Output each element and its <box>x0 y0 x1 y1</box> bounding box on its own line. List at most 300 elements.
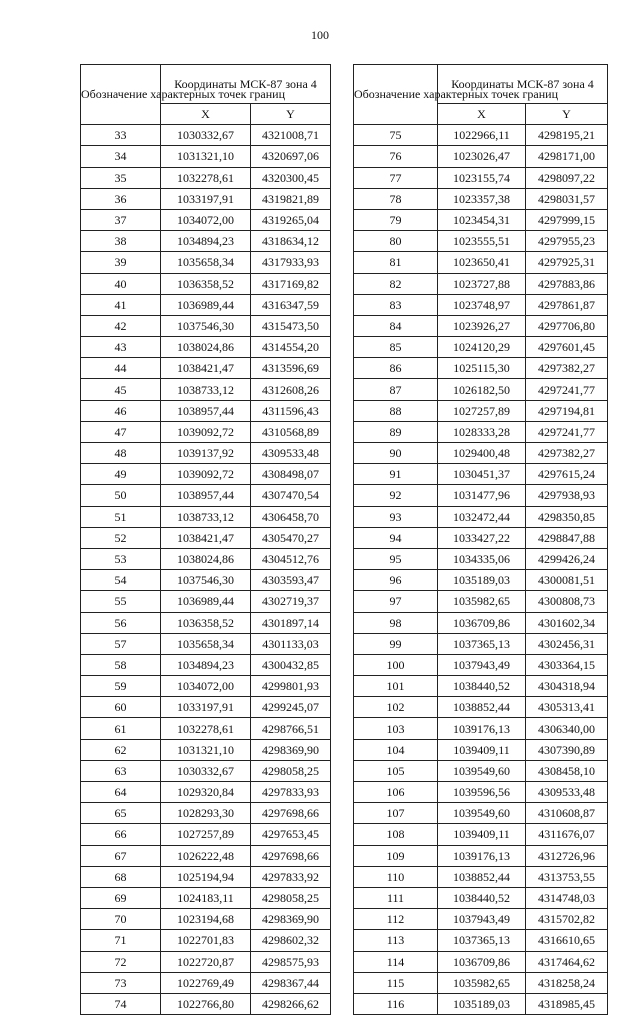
y-coordinate-cell: 4305313,41 <box>526 697 608 718</box>
point-number-cell: 88 <box>354 400 438 421</box>
table-row <box>354 654 608 675</box>
table-row <box>354 358 608 379</box>
point-number-cell: 53 <box>81 548 161 569</box>
x-coordinate-cell: 1038852,44 <box>438 697 526 718</box>
y-coordinate-cell: 4310608,87 <box>526 803 608 824</box>
x-coordinate-cell: 1039092,72 <box>161 421 251 442</box>
x-coordinate-cell: 1036989,44 <box>161 294 251 315</box>
x-coordinate-cell: 1035658,34 <box>161 633 251 654</box>
table-row <box>354 252 608 273</box>
x-coordinate-cell: 1032472,44 <box>438 506 526 527</box>
x-coordinate-cell: 1022701,83 <box>161 930 251 951</box>
y-coordinate-cell: 4304512,76 <box>251 548 331 569</box>
y-coordinate-cell: 4318985,45 <box>526 993 608 1014</box>
y-coordinate-cell: 4299801,93 <box>251 676 331 697</box>
table-row <box>354 548 608 569</box>
point-number-cell: 51 <box>81 506 161 527</box>
point-number-cell: 33 <box>81 125 161 146</box>
point-number-cell: 95 <box>354 548 438 569</box>
point-number-cell: 48 <box>81 443 161 464</box>
x-coordinate-cell: 1038024,86 <box>161 337 251 358</box>
point-number-cell: 36 <box>81 188 161 209</box>
point-number-cell: 56 <box>81 612 161 633</box>
table-row <box>81 443 331 464</box>
table-row <box>354 400 608 421</box>
table-row <box>81 125 331 146</box>
x-coordinate-cell: 1035658,34 <box>161 252 251 273</box>
table-row <box>81 527 331 548</box>
point-number-cell: 112 <box>354 909 438 930</box>
table-row <box>81 993 331 1014</box>
x-coordinate-cell: 1034072,00 <box>161 209 251 230</box>
y-coordinate-cell: 4309533,48 <box>251 443 331 464</box>
point-number-cell: 63 <box>81 760 161 781</box>
point-number-cell: 62 <box>81 739 161 760</box>
y-coordinate-cell: 4298369,90 <box>251 739 331 760</box>
table-row <box>354 294 608 315</box>
y-coordinate-cell: 4298058,25 <box>251 760 331 781</box>
table-row <box>354 443 608 464</box>
y-coordinate-cell: 4319265,04 <box>251 209 331 230</box>
x-coordinate-cell: 1023454,31 <box>438 209 526 230</box>
point-number-cell: 111 <box>354 887 438 908</box>
point-number-cell: 82 <box>354 273 438 294</box>
table-row <box>354 803 608 824</box>
point-number-cell: 64 <box>81 782 161 803</box>
point-number-cell: 87 <box>354 379 438 400</box>
x-coordinate-cell: 1038440,52 <box>438 887 526 908</box>
y-coordinate-cell: 4297698,66 <box>251 803 331 824</box>
x-coordinate-cell: 1037546,30 <box>161 570 251 591</box>
table-row <box>81 464 331 485</box>
y-coordinate-cell: 4319821,89 <box>251 188 331 209</box>
point-number-cell: 78 <box>354 188 438 209</box>
y-coordinate-cell: 4310568,89 <box>251 421 331 442</box>
table-row <box>354 909 608 930</box>
coordinates-system-header: Координаты МСК-87 зона 4 <box>161 65 331 104</box>
x-coordinate-cell: 1033197,91 <box>161 697 251 718</box>
y-coordinate-cell: 4298847,88 <box>526 527 608 548</box>
x-column-header: X <box>438 104 526 125</box>
table-row <box>354 188 608 209</box>
table-row <box>354 379 608 400</box>
x-coordinate-cell: 1039549,60 <box>438 803 526 824</box>
point-number-cell: 65 <box>81 803 161 824</box>
x-coordinate-cell: 1032278,61 <box>161 167 251 188</box>
x-coordinate-cell: 1037365,13 <box>438 633 526 654</box>
x-coordinate-cell: 1031321,10 <box>161 739 251 760</box>
y-column-header: Y <box>526 104 608 125</box>
y-coordinate-cell: 4313753,55 <box>526 866 608 887</box>
table-row <box>81 294 331 315</box>
y-coordinate-cell: 4320300,45 <box>251 167 331 188</box>
y-coordinate-cell: 4312726,96 <box>526 845 608 866</box>
table-row <box>354 697 608 718</box>
y-coordinate-cell: 4297861,87 <box>526 294 608 315</box>
table-row <box>354 146 608 167</box>
x-coordinate-cell: 1022769,49 <box>161 972 251 993</box>
x-coordinate-cell: 1039409,11 <box>438 739 526 760</box>
table-row <box>81 782 331 803</box>
point-number-cell: 116 <box>354 993 438 1014</box>
x-coordinate-cell: 1038957,44 <box>161 485 251 506</box>
y-coordinate-cell: 4301602,34 <box>526 612 608 633</box>
y-coordinate-cell: 4300081,51 <box>526 570 608 591</box>
table-row <box>354 485 608 506</box>
table-row <box>354 464 608 485</box>
x-coordinate-cell: 1038733,12 <box>161 506 251 527</box>
page-number: 100 <box>311 28 329 42</box>
y-coordinate-cell: 4297382,27 <box>526 443 608 464</box>
point-number-cell: 35 <box>81 167 161 188</box>
point-number-cell: 77 <box>354 167 438 188</box>
y-coordinate-cell: 4302456,31 <box>526 633 608 654</box>
table-row <box>81 379 331 400</box>
point-number-cell: 39 <box>81 252 161 273</box>
point-number-cell: 91 <box>354 464 438 485</box>
table-row <box>81 358 331 379</box>
table-row <box>81 485 331 506</box>
point-number-cell: 59 <box>81 676 161 697</box>
y-coordinate-cell: 4297653,45 <box>251 824 331 845</box>
y-coordinate-cell: 4313596,69 <box>251 358 331 379</box>
y-coordinate-cell: 4297601,45 <box>526 337 608 358</box>
table-row <box>354 506 608 527</box>
table-row <box>354 612 608 633</box>
point-number-cell: 38 <box>81 231 161 252</box>
y-coordinate-cell: 4307390,89 <box>526 739 608 760</box>
point-number-cell: 46 <box>81 400 161 421</box>
y-coordinate-cell: 4300808,73 <box>526 591 608 612</box>
y-coordinate-cell: 4298195,21 <box>526 125 608 146</box>
x-coordinate-cell: 1037943,49 <box>438 909 526 930</box>
point-number-cell: 93 <box>354 506 438 527</box>
y-coordinate-cell: 4297833,92 <box>251 866 331 887</box>
y-coordinate-cell: 4316610,65 <box>526 930 608 951</box>
table-row <box>81 506 331 527</box>
y-coordinate-cell: 4301897,14 <box>251 612 331 633</box>
x-coordinate-cell: 1030332,67 <box>161 760 251 781</box>
x-coordinate-cell: 1037943,49 <box>438 654 526 675</box>
x-coordinate-cell: 1024183,11 <box>161 887 251 908</box>
x-coordinate-cell: 1023155,74 <box>438 167 526 188</box>
x-coordinate-cell: 1033427,22 <box>438 527 526 548</box>
x-coordinate-cell: 1023748,97 <box>438 294 526 315</box>
table-row <box>354 782 608 803</box>
y-coordinate-cell: 4306340,00 <box>526 718 608 739</box>
x-coordinate-cell: 1026182,50 <box>438 379 526 400</box>
x-coordinate-cell: 1029320,84 <box>161 782 251 803</box>
x-coordinate-cell: 1035982,65 <box>438 591 526 612</box>
y-coordinate-cell: 4316347,59 <box>251 294 331 315</box>
point-number-cell: 41 <box>81 294 161 315</box>
y-coordinate-cell: 4298031,57 <box>526 188 608 209</box>
y-coordinate-cell: 4315702,82 <box>526 909 608 930</box>
point-number-cell: 44 <box>81 358 161 379</box>
x-coordinate-cell: 1024120,29 <box>438 337 526 358</box>
y-coordinate-cell: 4297615,24 <box>526 464 608 485</box>
point-number-cell: 50 <box>81 485 161 506</box>
x-coordinate-cell: 1028293,30 <box>161 803 251 824</box>
point-number-cell: 52 <box>81 527 161 548</box>
point-number-cell: 61 <box>81 718 161 739</box>
table-row <box>81 612 331 633</box>
table-row <box>81 739 331 760</box>
y-coordinate-cell: 4298097,22 <box>526 167 608 188</box>
point-number-cell: 101 <box>354 676 438 697</box>
x-coordinate-cell: 1034894,23 <box>161 231 251 252</box>
point-number-cell: 104 <box>354 739 438 760</box>
point-number-cell: 74 <box>81 993 161 1014</box>
point-number-cell: 107 <box>354 803 438 824</box>
x-coordinate-cell: 1023650,41 <box>438 252 526 273</box>
point-number-cell: 102 <box>354 697 438 718</box>
table-row <box>81 570 331 591</box>
table-row <box>81 972 331 993</box>
x-coordinate-cell: 1022766,80 <box>161 993 251 1014</box>
point-number-cell: 55 <box>81 591 161 612</box>
x-coordinate-cell: 1037365,13 <box>438 930 526 951</box>
y-coordinate-cell: 4300432,85 <box>251 654 331 675</box>
point-number-cell: 68 <box>81 866 161 887</box>
table-row <box>81 676 331 697</box>
point-number-cell: 45 <box>81 379 161 400</box>
point-number-cell: 99 <box>354 633 438 654</box>
point-number-cell: 96 <box>354 570 438 591</box>
table-row <box>81 697 331 718</box>
table-row <box>81 866 331 887</box>
table-row <box>81 591 331 612</box>
x-coordinate-cell: 1023026,47 <box>438 146 526 167</box>
table-row <box>81 337 331 358</box>
y-coordinate-cell: 4320697,06 <box>251 146 331 167</box>
y-coordinate-cell: 4318634,12 <box>251 231 331 252</box>
point-number-cell: 94 <box>354 527 438 548</box>
x-coordinate-cell: 1025194,94 <box>161 866 251 887</box>
point-number-cell: 106 <box>354 782 438 803</box>
y-coordinate-cell: 4302719,37 <box>251 591 331 612</box>
x-coordinate-cell: 1036989,44 <box>161 591 251 612</box>
y-coordinate-cell: 4298367,44 <box>251 972 331 993</box>
point-number-cell: 73 <box>81 972 161 993</box>
x-coordinate-cell: 1035189,03 <box>438 993 526 1014</box>
x-coordinate-cell: 1038421,47 <box>161 527 251 548</box>
table-row <box>354 824 608 845</box>
y-coordinate-cell: 4298171,00 <box>526 146 608 167</box>
table-row <box>354 845 608 866</box>
x-coordinate-cell: 1039409,11 <box>438 824 526 845</box>
x-coordinate-cell: 1023926,27 <box>438 315 526 336</box>
table-row <box>81 951 331 972</box>
y-coordinate-cell: 4297938,93 <box>526 485 608 506</box>
point-number-cell: 83 <box>354 294 438 315</box>
table-row <box>81 146 331 167</box>
point-number-cell: 105 <box>354 760 438 781</box>
x-coordinate-cell: 1038024,86 <box>161 548 251 569</box>
point-number-cell: 34 <box>81 146 161 167</box>
point-number-cell: 108 <box>354 824 438 845</box>
y-coordinate-cell: 4297241,77 <box>526 421 608 442</box>
point-number-cell: 97 <box>354 591 438 612</box>
y-coordinate-cell: 4314748,03 <box>526 887 608 908</box>
x-coordinate-cell: 1036709,86 <box>438 951 526 972</box>
x-coordinate-cell: 1027257,89 <box>438 400 526 421</box>
point-number-cell: 89 <box>354 421 438 442</box>
point-number-cell: 76 <box>354 146 438 167</box>
y-coordinate-cell: 4297241,77 <box>526 379 608 400</box>
y-coordinate-cell: 4303593,47 <box>251 570 331 591</box>
x-coordinate-cell: 1022720,87 <box>161 951 251 972</box>
point-number-cell: 115 <box>354 972 438 993</box>
x-coordinate-cell: 1035982,65 <box>438 972 526 993</box>
x-coordinate-cell: 1023727,88 <box>438 273 526 294</box>
table-row <box>81 760 331 781</box>
table-row <box>354 570 608 591</box>
x-coordinate-cell: 1034894,23 <box>161 654 251 675</box>
x-coordinate-cell: 1039137,92 <box>161 443 251 464</box>
point-number-cell: 75 <box>354 125 438 146</box>
x-coordinate-cell: 1028333,28 <box>438 421 526 442</box>
x-coordinate-cell: 1039092,72 <box>161 464 251 485</box>
x-coordinate-cell: 1030332,67 <box>161 125 251 146</box>
point-number-cell: 84 <box>354 315 438 336</box>
y-coordinate-cell: 4312608,26 <box>251 379 331 400</box>
y-coordinate-cell: 4303364,15 <box>526 654 608 675</box>
y-coordinate-cell: 4297194,81 <box>526 400 608 421</box>
table-row <box>81 209 331 230</box>
point-number-cell: 47 <box>81 421 161 442</box>
y-coordinate-cell: 4298602,32 <box>251 930 331 951</box>
x-coordinate-cell: 1039176,13 <box>438 718 526 739</box>
x-coordinate-cell: 1022966,11 <box>438 125 526 146</box>
point-number-cell: 67 <box>81 845 161 866</box>
x-coordinate-cell: 1038733,12 <box>161 379 251 400</box>
y-coordinate-cell: 4298766,51 <box>251 718 331 739</box>
x-coordinate-cell: 1038852,44 <box>438 866 526 887</box>
table-row <box>81 231 331 252</box>
y-coordinate-cell: 4304318,94 <box>526 676 608 697</box>
table-row <box>354 951 608 972</box>
x-coordinate-cell: 1036358,52 <box>161 273 251 294</box>
table-row <box>354 209 608 230</box>
y-coordinate-cell: 4309533,48 <box>526 782 608 803</box>
y-coordinate-cell: 4317169,82 <box>251 273 331 294</box>
x-coordinate-cell: 1037546,30 <box>161 315 251 336</box>
x-coordinate-cell: 1038421,47 <box>161 358 251 379</box>
point-number-cell: 42 <box>81 315 161 336</box>
table-row <box>81 273 331 294</box>
table-row <box>81 421 331 442</box>
table-row <box>354 125 608 146</box>
x-coordinate-cell: 1039549,60 <box>438 760 526 781</box>
point-number-cell: 40 <box>81 273 161 294</box>
table-row <box>81 718 331 739</box>
point-number-cell: 90 <box>354 443 438 464</box>
y-coordinate-cell: 4321008,71 <box>251 125 331 146</box>
point-number-cell: 60 <box>81 697 161 718</box>
coordinates-system-header: Координаты МСК-87 зона 4 <box>438 65 608 104</box>
table-row <box>354 718 608 739</box>
x-column-header: X <box>161 104 251 125</box>
point-number-cell: 109 <box>354 845 438 866</box>
y-coordinate-cell: 4305470,27 <box>251 527 331 548</box>
y-coordinate-cell: 4297706,80 <box>526 315 608 336</box>
y-coordinate-cell: 4315473,50 <box>251 315 331 336</box>
y-coordinate-cell: 4297382,27 <box>526 358 608 379</box>
y-coordinate-cell: 4307470,54 <box>251 485 331 506</box>
point-number-cell: 71 <box>81 930 161 951</box>
designation-header: Обозначение характерных точек границ <box>354 65 438 125</box>
x-coordinate-cell: 1026222,48 <box>161 845 251 866</box>
y-coordinate-cell: 4297833,93 <box>251 782 331 803</box>
table-row <box>354 633 608 654</box>
point-number-cell: 57 <box>81 633 161 654</box>
point-number-cell: 58 <box>81 654 161 675</box>
x-coordinate-cell: 1023357,38 <box>438 188 526 209</box>
point-number-cell: 113 <box>354 930 438 951</box>
table-row <box>81 400 331 421</box>
y-coordinate-cell: 4297999,15 <box>526 209 608 230</box>
x-coordinate-cell: 1038957,44 <box>161 400 251 421</box>
coordinates-table-left <box>80 64 331 1015</box>
table-row <box>81 909 331 930</box>
point-number-cell: 103 <box>354 718 438 739</box>
table-row <box>354 527 608 548</box>
y-coordinate-cell: 4306458,70 <box>251 506 331 527</box>
y-coordinate-cell: 4317933,93 <box>251 252 331 273</box>
table-row <box>81 252 331 273</box>
point-number-cell: 92 <box>354 485 438 506</box>
table-row <box>81 315 331 336</box>
table-row <box>354 273 608 294</box>
table-row <box>81 167 331 188</box>
point-number-cell: 49 <box>81 464 161 485</box>
point-number-cell: 85 <box>354 337 438 358</box>
point-number-cell: 80 <box>354 231 438 252</box>
designation-header: Обозначение характерных точек границ <box>81 65 161 125</box>
y-column-header: Y <box>251 104 331 125</box>
point-number-cell: 66 <box>81 824 161 845</box>
table-row <box>354 337 608 358</box>
point-number-cell: 110 <box>354 866 438 887</box>
x-coordinate-cell: 1034335,06 <box>438 548 526 569</box>
x-coordinate-cell: 1031477,96 <box>438 485 526 506</box>
table-row <box>81 803 331 824</box>
x-coordinate-cell: 1034072,00 <box>161 676 251 697</box>
point-number-cell: 114 <box>354 951 438 972</box>
point-number-cell: 72 <box>81 951 161 972</box>
table-row <box>354 866 608 887</box>
x-coordinate-cell: 1035189,03 <box>438 570 526 591</box>
x-coordinate-cell: 1036358,52 <box>161 612 251 633</box>
x-coordinate-cell: 1032278,61 <box>161 718 251 739</box>
y-coordinate-cell: 4314554,20 <box>251 337 331 358</box>
table-row <box>354 231 608 252</box>
y-coordinate-cell: 4311676,07 <box>526 824 608 845</box>
y-coordinate-cell: 4299426,24 <box>526 548 608 569</box>
table-row <box>354 676 608 697</box>
table-row <box>81 633 331 654</box>
table-row <box>354 887 608 908</box>
point-number-cell: 86 <box>354 358 438 379</box>
y-coordinate-cell: 4318258,24 <box>526 972 608 993</box>
y-coordinate-cell: 4297883,86 <box>526 273 608 294</box>
x-coordinate-cell: 1039596,56 <box>438 782 526 803</box>
y-coordinate-cell: 4308498,07 <box>251 464 331 485</box>
x-coordinate-cell: 1038440,52 <box>438 676 526 697</box>
x-coordinate-cell: 1027257,89 <box>161 824 251 845</box>
x-coordinate-cell: 1025115,30 <box>438 358 526 379</box>
